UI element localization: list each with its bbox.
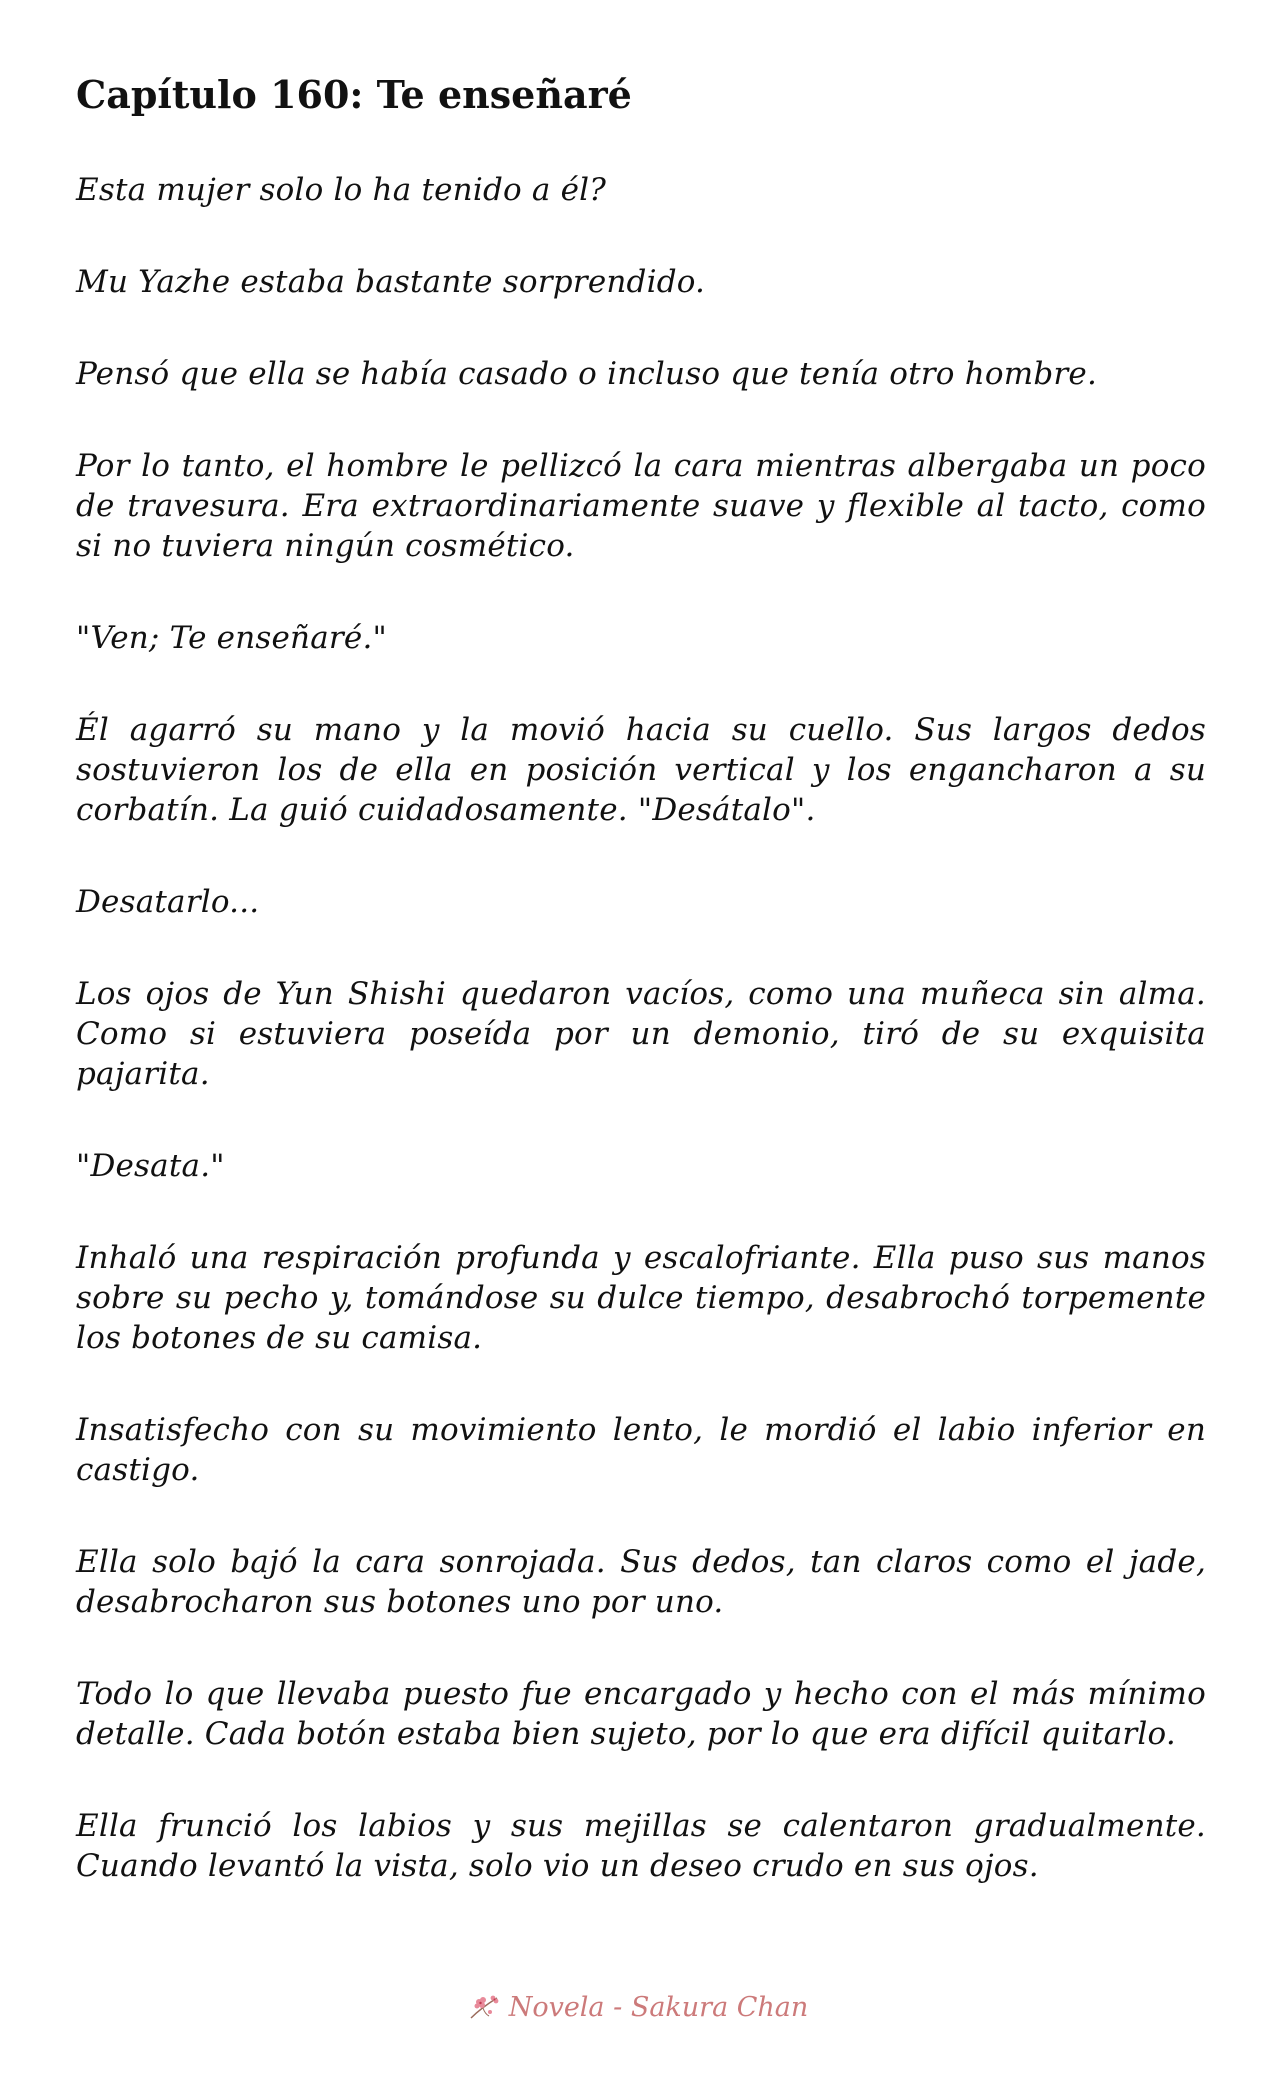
paragraph: Insatisfecho con su movimiento lento, le mordió el labio inferior en castigo. xyxy=(76,1412,1206,1488)
paragraph: Por lo tanto, el hombre le pellizcó la cara mientras albergaba un poco de travesura. Era extraordinariamente suave y flexible al tacto, como si no tuviera ningún cosmético. xyxy=(76,448,1206,564)
paragraph: Mu Yazhe estaba bastante sorprendido. xyxy=(76,264,706,300)
footer-text: Novela - Sakura Chan xyxy=(508,1991,809,2023)
paragraph: Él agarró su mano y la movió hacia su cuello. Sus largos dedos sostuvieron los de ella en posición vertical y los engancharon a su corbatín. La guió cuidadosamente. "Desátalo". xyxy=(76,712,1206,828)
paragraph: Ella solo bajó la cara sonrojada. Sus dedos, tan claros como el jade, desabrocharon sus botones uno por uno. xyxy=(76,1544,1206,1620)
footer-watermark xyxy=(0,1990,1275,2024)
paragraph: Desatarlo... xyxy=(76,884,260,920)
paragraph: Los ojos de Yun Shishi quedaron vacíos, como una muñeca sin alma. Como si estuviera poseída por un demonio, tiró de su exquisita pajarita. xyxy=(76,976,1206,1092)
sakura-flower-icon xyxy=(467,1990,503,2024)
paragraph: Pensó que ella se había casado o incluso que tenía otro hombre. xyxy=(76,356,1098,392)
paragraph: "Desata." xyxy=(76,1148,225,1184)
paragraph: Esta mujer solo lo ha tenido a él? xyxy=(76,172,607,208)
chapter-body xyxy=(76,170,1206,1938)
paragraph: Inhaló una respiración profunda y escalofriante. Ella puso sus manos sobre su pecho y, tomándose su dulce tiempo, desabrochó torpemente los botones de su camisa. xyxy=(76,1240,1206,1356)
paragraph: Todo lo que llevaba puesto fue encargado y hecho con el más mínimo detalle. Cada botón estaba bien sujeto, por lo que era difícil quitarlo. xyxy=(76,1676,1206,1752)
paragraph: Ella frunció los labios y sus mejillas se calentaron gradualmente. Cuando levantó la vista, solo vio un deseo crudo en sus ojos. xyxy=(76,1808,1206,1884)
paragraph: "Ven; Te enseñaré." xyxy=(76,620,387,656)
chapter-title: Capítulo 160: Te enseñaré xyxy=(76,72,632,117)
